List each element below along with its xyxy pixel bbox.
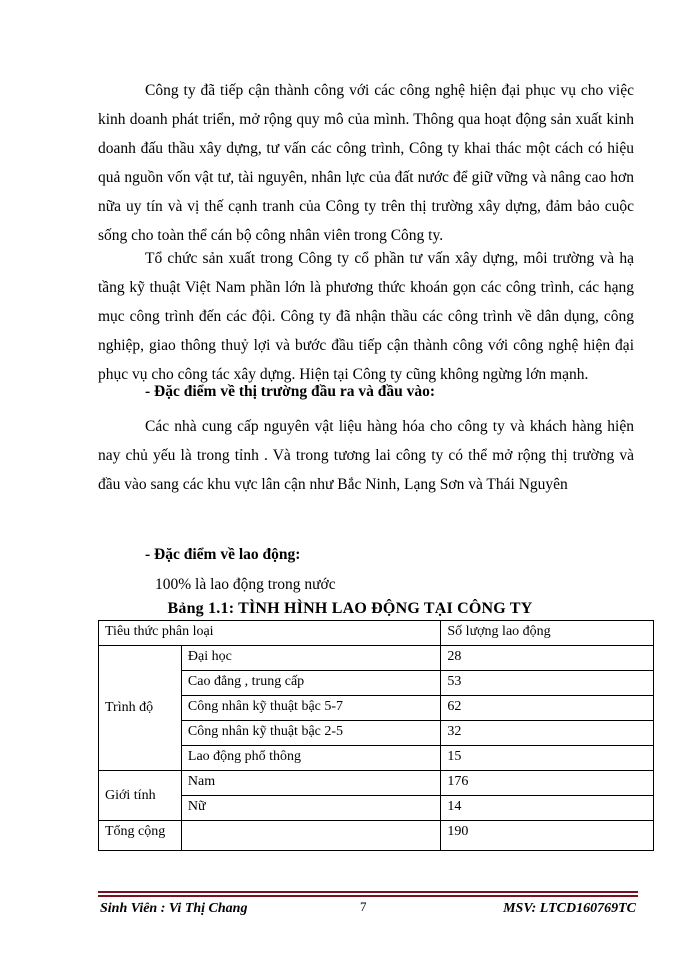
- heading-labor: - Đặc điểm về lao động:: [145, 546, 301, 563]
- paragraph-organization: Tổ chức sản xuất trong Công ty cổ phần tư vấn xây dựng, môi trường và hạ tầng kỹ thuật Việt Nam phần lớn là phương thức khoán gọn các công trình, các hạng mục công trình đến các đội. Công ty đã nhận thầu các công trình về dân dụng, công nghiệp, giao thông thuỷ lợi và bước đầu tiếp cận thành công với công nghệ hiện đại phục vụ cho công tác xây dựng. Hiện tại Công ty cũng không ngừng lớn mạnh.: [98, 250, 634, 383]
- table-header-row: [99, 621, 654, 646]
- footer-student-name: Sinh Viên : Vi Thị Chang: [100, 901, 248, 916]
- row-value: 62: [441, 696, 654, 721]
- group-gioi-tinh: Giới tính: [99, 771, 182, 821]
- row-label: Nữ: [181, 796, 440, 821]
- table-caption-title: : TÌNH HÌNH LAO ĐỘNG TẠI CÔNG TY: [228, 600, 533, 617]
- table-row: [99, 671, 654, 696]
- table-row: [99, 746, 654, 771]
- footer-page-number: 7: [360, 899, 367, 914]
- header-count: Số lượng lao động: [441, 621, 654, 646]
- header-category: Tiêu thức phân loại: [99, 621, 441, 646]
- row-label: Công nhân kỹ thuật bậc 2-5: [181, 721, 440, 746]
- total-value: 190: [441, 821, 654, 851]
- table-total-row: [99, 821, 654, 851]
- labor-domestic-note: 100% là lao động trong nước: [155, 576, 336, 593]
- row-value: 15: [441, 746, 654, 771]
- row-value: 14: [441, 796, 654, 821]
- heading-market: - Đặc điểm về thị trường đầu ra và đầu vào:: [145, 383, 435, 400]
- row-value: 32: [441, 721, 654, 746]
- table-row: [99, 646, 654, 671]
- labor-table: [98, 620, 654, 851]
- row-value: 176: [441, 771, 654, 796]
- table-row: [99, 796, 654, 821]
- table-caption-label: Bảng 1.1: [167, 600, 229, 617]
- total-empty: [181, 821, 440, 851]
- row-label: Đại học: [181, 646, 440, 671]
- table-row: [99, 771, 654, 796]
- row-label: Lao động phổ thông: [181, 746, 440, 771]
- row-label: Nam: [181, 771, 440, 796]
- footer-rule-bottom: [98, 895, 638, 897]
- footer-rule-top: [98, 891, 638, 893]
- row-label: Công nhân kỹ thuật bậc 5-7: [181, 696, 440, 721]
- row-value: 28: [441, 646, 654, 671]
- paragraph-intro: Công ty đã tiếp cận thành công với các công nghệ hiện đại phục vụ cho việc kinh doanh phát triển, mở rộng quy mô của mình. Thông qua hoạt động sản xuất kinh doanh đấu thầu xây dựng, tư vấn các công trình, Công ty khai thác một cách có hiệu quả nguồn vốn vật tư, tài nguyên, nhân lực của đất nước để giữ vững và nâng cao hơn nữa uy tín và vị thế cạnh tranh của Công ty trên thị trường xây dựng, đảm bảo cuộc sống cho toàn thể cán bộ công nhân viên trong Công ty.: [98, 82, 634, 244]
- row-value: 53: [441, 671, 654, 696]
- total-label: Tổng cộng: [99, 821, 182, 851]
- table-row: [99, 696, 654, 721]
- table-row: [99, 721, 654, 746]
- paragraph-market: Các nhà cung cấp nguyên vật liệu hàng hóa cho công ty và khách hàng hiện nay chủ yếu là trong tỉnh . Và trong tương lai công ty có thể mở rộng thị trường và đầu vào sang các khu vực lân cận như Bắc Ninh, Lạng Sơn và Thái Nguyên: [98, 418, 634, 493]
- group-trinh-do: Trình độ: [99, 646, 182, 771]
- table-caption: [0, 600, 700, 618]
- row-label: Cao đẳng , trung cấp: [181, 671, 440, 696]
- footer-student-id: MSV: LTCD160769TC: [503, 901, 636, 916]
